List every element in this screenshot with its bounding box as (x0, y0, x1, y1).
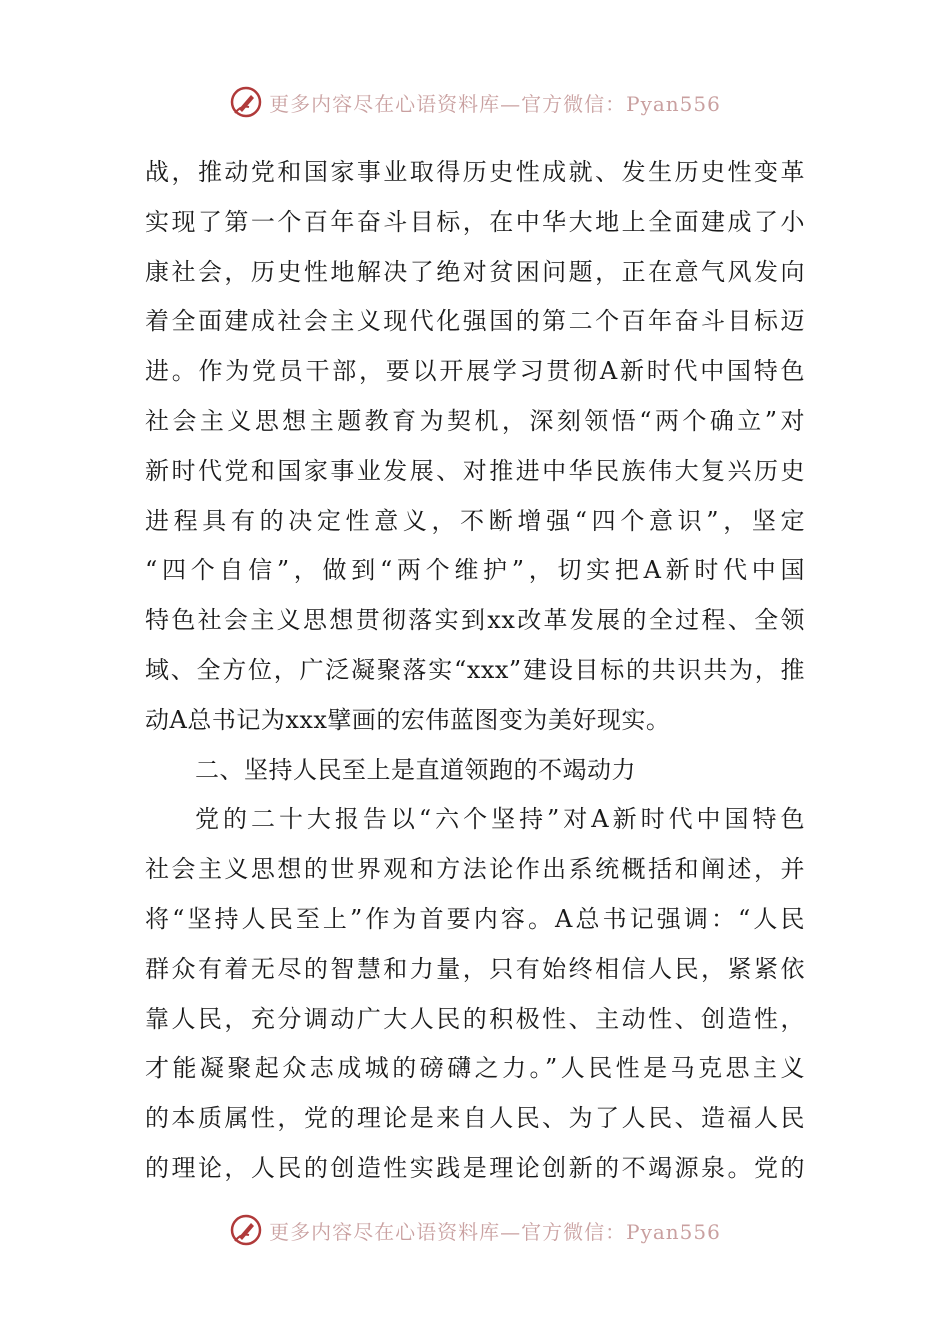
header-watermark-banner (0, 82, 950, 122)
text-line: 靠人民，充分调动广大人民的积极性、主动性、创造性， (145, 1004, 805, 1033)
paragraph-1 (145, 148, 805, 746)
paragraph-2 (145, 795, 805, 1193)
text-line: 战，推动党和国家事业取得历史性成就、发生历史性变革 (145, 158, 805, 186)
text-line: 社会主义思想主题教育为契机，深刻领悟“两个确立”对 (145, 406, 805, 435)
text-line: 群众有着无尽的智慧和力量，只有始终相信人民，紧紧依 (145, 954, 805, 983)
text-line: 社会主义思想的世界观和方法论作出系统概括和阐述，并 (145, 855, 805, 884)
header-watermark-text: 更多内容尽在心语资料库—官方微信：Pyan556 (269, 91, 721, 116)
text-line: 实现了第一个百年奋斗目标，在中华大地上全面建成了小 (145, 207, 805, 236)
text-line: 进程具有的决定性意义，不断增强“四个意识”，坚定 (145, 506, 805, 535)
text-line: 着全面建成社会主义现代化强国的第二个百年奋斗目标迈 (145, 307, 805, 336)
pen-nib-circle-icon (229, 1213, 263, 1247)
text-line: 域、全方位，广泛凝聚落实“xxx”建设目标的共识共为，推 (145, 655, 805, 684)
text-line: 特色社会主义思想贯彻落实到xx改革发展的全过程、全领 (145, 606, 805, 635)
text-line: 才能凝聚起众志成城的磅礴之力。”人民性是马克思主义 (145, 1054, 805, 1083)
text-line: 党的二十大报告以“六个坚持”对A新时代中国特色 (195, 805, 805, 834)
text-line: “四个自信”，做到“两个维护”，切实把A新时代中国 (145, 556, 805, 585)
footer-watermark-banner (0, 1210, 950, 1250)
text-line: 将“坚持人民至上”作为首要内容。A总书记强调：“人民 (145, 904, 805, 933)
text-line: 进。作为党员干部，要以开展学习贯彻A新时代中国特色 (145, 357, 805, 386)
text-line: 动A总书记为xxx擘画的宏伟蓝图变为美好现实。 (145, 705, 671, 734)
text-line: 新时代党和国家事业发展、对推进中华民族伟大复兴历史 (145, 456, 805, 485)
text-line: 康社会，历史性地解决了绝对贫困问题，正在意气风发向 (145, 257, 805, 286)
footer-watermark-text: 更多内容尽在心语资料库—官方微信：Pyan556 (269, 1219, 721, 1244)
pen-nib-circle-icon (229, 85, 263, 119)
section-heading: 二、坚持人民至上是直道领跑的不竭动力 (195, 755, 636, 784)
text-line: 的理论，人民的创造性实践是理论创新的不竭源泉。党的 (145, 1153, 805, 1182)
document-body (145, 148, 805, 1194)
text-line: 的本质属性，党的理论是来自人民、为了人民、造福人民 (145, 1104, 805, 1133)
